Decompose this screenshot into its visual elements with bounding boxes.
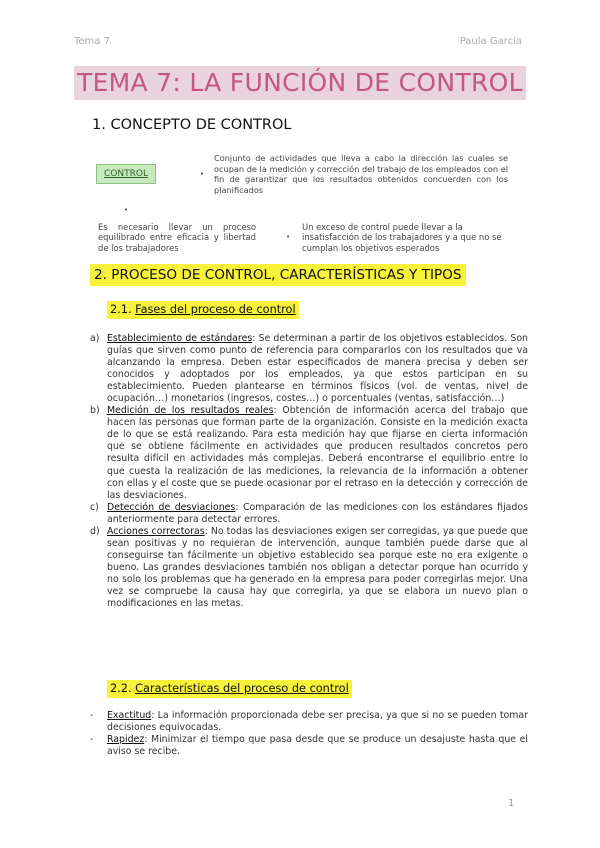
list-text: : La información proporcionada debe ser precisa, ya que si no se pueden tomar decisiones equivocadas. (107, 710, 528, 734)
list-text: : Obtención de información acerca del trabajo que hacen las personas que forman parte de la organización. Consiste en la medición exacta de lo que se está realizando. Para esta medición hay que fijarse en cierta información que se obtiene fácilmente en actividades que producen resultados concretos pero resulta difícil en actividades más complejas. Deberá encontrarse el equilibrio entre lo que cuesta la realización de las mediciones, la relevancia de la información a obtener con ellas y el coste que se puede ocasionar por el retraso en la detección y corrección de las desviaciones. (107, 405, 528, 501)
list-marker: b) (90, 405, 100, 417)
bullet-icon: • (124, 206, 129, 214)
list-term: Medición de los resultados reales (107, 405, 274, 417)
list-item (90, 333, 528, 405)
list-marker: a) (90, 333, 100, 344)
header-right: Paula García (459, 36, 522, 47)
list-item (90, 502, 528, 526)
characteristics-list (90, 710, 528, 758)
list-text: : Comparación de las mediciones con los estándares fijados anteriormente para detectar errores. (107, 501, 528, 525)
control-label-box (96, 164, 156, 184)
note-balance: Es necesario llevar un proceso equilibrado entre eficacia y libertad de los trabajadores (98, 222, 256, 253)
note-excess-control: Un exceso de control puede llevar a la insatisfacción de los trabajadores y a que no se cumplan los objetivos esperados (302, 222, 502, 253)
subsection-title: Fases del proceso de control (135, 303, 296, 316)
list-term: Detección de desviaciones (107, 501, 236, 513)
subsection-number: 2.2. (110, 682, 136, 695)
list-term: Rapidez (107, 734, 145, 746)
list-item (90, 405, 528, 501)
subsection-title: Características del proceso de control (135, 682, 349, 695)
control-label: CONTROL (104, 169, 148, 179)
bullet-icon: • (286, 233, 291, 241)
list-marker: c) (90, 501, 99, 513)
page-title: TEMA 7: LA FUNCIÓN DE CONTROL (77, 68, 523, 97)
phases-list (90, 333, 528, 610)
page-number: 1 (508, 798, 515, 809)
list-text: : Se determinan a partir de los objetivos establecidos. Son guías que sirven como punto de referencia para compararlos con los resultados que va alcanzando la empresa. Deben estar especificados de manera precisa y deben ser conocidos y adoptados por los empleados, ya que estos participan en su establecimiento. Pueden plantearse en términos físicos (vol. de ventas, nivel de ocupación…) monetarios (ingresos, costes…) o porcentuales (ventas, satisfacción…) (107, 333, 529, 405)
subsection-number: 2.1. (110, 303, 136, 316)
list-marker: - (90, 710, 94, 721)
list-marker: d) (90, 525, 100, 537)
list-term: Establecimiento de estándares (107, 333, 253, 344)
list-term: Exactitud (107, 710, 152, 721)
header-left: Tema 7 (74, 36, 110, 47)
list-text: : No todas las desviaciones exigen ser corregidas, ya que puede que sean positivas y no requieran de intervención, aunque también puede darse que al conseguirse tan fácilmente un objetivo establecido sea porque este no era exigente o bueno. Las grandes desviaciones también nos obligan a detectar porque han ocurrido y no solo los problemas que ha generado en la empresa para poder corregirlas mejor. Una vez se compruebe la causa hay que corregirla, ya que se elabora un nuevo plan o modificaciones en las metas. (107, 525, 528, 610)
section-1-heading: 1. CONCEPTO DE CONTROL (92, 117, 292, 133)
list-marker: - (90, 734, 94, 746)
list-text: : Minimizar el tiempo que pasa desde que se produce un desajuste hasta que el aviso se recibe. (107, 734, 528, 758)
list-item (90, 734, 528, 758)
section-2-heading: 2. PROCESO DE CONTROL, CARACTERÍSTICAS Y TIPOS (90, 264, 466, 286)
list-item (90, 526, 528, 610)
list-term: Acciones correctoras (107, 525, 205, 537)
subsection-2-2-heading (107, 680, 352, 698)
bullet-icon: • (200, 170, 205, 178)
control-definition: Conjunto de actividades que lleva a cabo la dirección las cuales se ocupan de la medición y corrección del trabajo de los empleados con el fin de garantizar que los resultados obtenidos concuerden con los planificados (214, 153, 509, 195)
list-item (90, 710, 528, 734)
subsection-2-1-heading (107, 301, 299, 319)
